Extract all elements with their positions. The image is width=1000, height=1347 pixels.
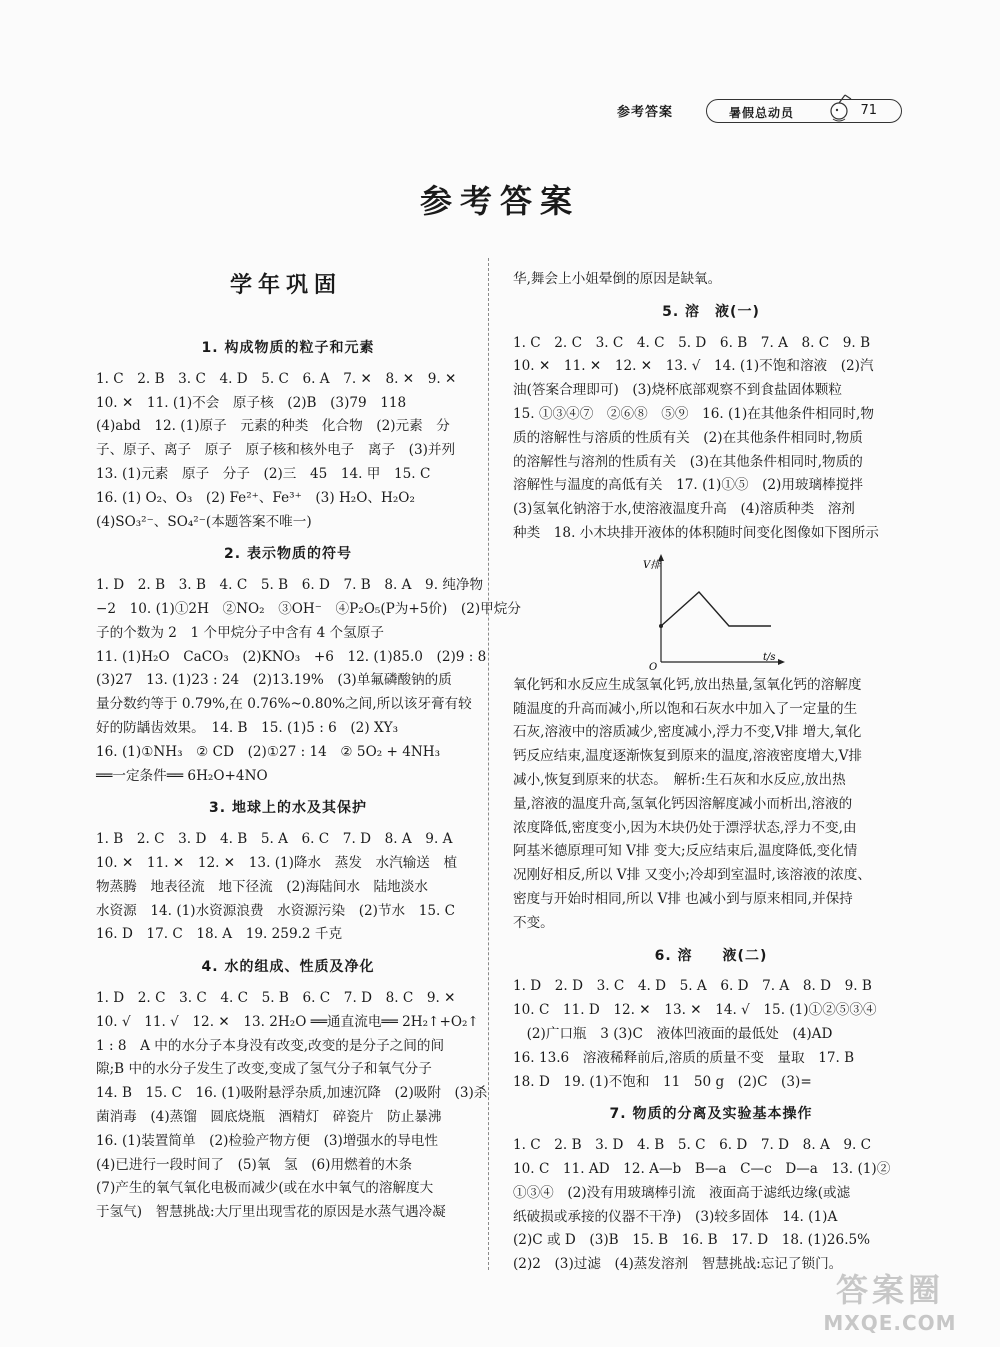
answer-line: 1 : 8 A 中的水分子本身没有改变,改变的是分子之间的间 bbox=[96, 1037, 445, 1054]
answer-line: 16. (1)①NH₃ ② CD (2)①27 : 14 ② 5O₂ + 4NH₃ bbox=[96, 743, 441, 760]
answer-line: 密度与开始时相同,所以 V排 也减小到与原来相同,并保持 bbox=[513, 890, 853, 907]
answer-line: ①③④ (2)没有用玻璃棒引流 液面高于滤纸边缘(或滤 bbox=[513, 1184, 851, 1201]
column-title: 学年巩固 bbox=[229, 273, 342, 298]
answer-line: 量分数约等于 0.79%,在 0.76%~0.80%之间,所以该牙膏有较 bbox=[96, 696, 472, 713]
answer-line: 减小,恢复到原来的状态。 解析:生石灰和水反应,放出热 bbox=[513, 771, 846, 788]
answer-line: 的溶解性与溶剂的性质有关 (3)在其他条件相同时,物质的 bbox=[513, 453, 863, 470]
answer-line: 菌消毒 (4)蒸馏 圆底烧瓶 酒精灯 碎瓷片 防止暴沸 bbox=[96, 1108, 442, 1125]
answer-line: 石灰,溶液中的溶质减少,密度减小,浮力不变,V排 增大,氧化 bbox=[513, 724, 862, 741]
answer-line: 质的溶解性与溶质的性质有关 (2)在其他条件相同时,物质 bbox=[513, 429, 863, 446]
watermark bbox=[808, 1265, 972, 1335]
section-1 bbox=[96, 337, 480, 534]
header-label: 参考答案 bbox=[617, 105, 674, 120]
answer-line: 1. B 2. C 3. D 4. B 5. A 6. C 7. D 8. A 9. A bbox=[96, 831, 453, 848]
answer-line: 10. C 11. AD 12. A—b B—a C—c D—a 13. (1)② bbox=[513, 1160, 891, 1177]
answer-line: 1. C 2. C 3. C 4. C 5. D 6. B 7. A 8. C 9. B bbox=[513, 334, 871, 351]
answer-line: 浓度降低,密度变小,因为木块仍处于漂浮状态,浮力不变,由 bbox=[513, 819, 857, 836]
section-title: 6. 溶 液(二) bbox=[654, 947, 768, 964]
answer-line: 1. D 2. D 3. C 4. D 5. A 6. D 7. A 8. D 9. B bbox=[513, 978, 872, 995]
answer-line: ══一定条件══ 6H₂O+4NO bbox=[96, 767, 268, 784]
answer-line: 好的防龋齿效果。 14. B 15. (1)5 : 6 (2) XY₃ bbox=[96, 719, 399, 736]
answer-line: −2 10. (1)①2H ②NO₂ ③OH⁻ ④P₂O₅(P为+5价) (2)甲烷分 bbox=[96, 600, 521, 617]
answer-line: 10. ✕ 11. (1)不会 原子核 (2)B (3)79 118 bbox=[96, 394, 407, 411]
answer-line: 16. 13.6 溶液稀释前后,溶质的质量不变 量取 17. B bbox=[513, 1049, 855, 1066]
section-5 bbox=[513, 301, 909, 936]
section-title: 4. 水的组成、性质及净化 bbox=[201, 959, 375, 976]
answer-line: (4)已进行一段时间了 (5)氧 氢 (6)用燃着的木条 bbox=[96, 1156, 413, 1173]
watermark-logo-text: 答案圈 bbox=[835, 1271, 944, 1309]
answer-line: 阿基米德原理可知 V排 变大;反应结束后,温度降低,变化情 bbox=[513, 843, 858, 860]
left-column bbox=[96, 328, 521, 1225]
answer-line: 况刚好相反,所以 V排 又变小;冷却到室温时,该溶液的浓度、 bbox=[513, 867, 871, 884]
right-column bbox=[513, 268, 909, 1277]
answer-line: (3)氢氧化钠溶于水,使溶液温度升高 (4)溶质种类 溶剂 bbox=[513, 501, 855, 518]
answer-line: 种类 18. 小木块排开液体的体积随时间变化图像如下图所示 bbox=[513, 524, 879, 541]
answer-line: 1. C 2. B 3. C 4. D 5. C 6. A 7. ✕ 8. ✕ 9. ✕ bbox=[96, 370, 457, 387]
section-6 bbox=[513, 945, 909, 1095]
page-number: 71 bbox=[860, 103, 877, 118]
answer-line: 10. ✕ 11. ✕ 12. ✕ 13. (1)降水 蒸发 水汽输送 植 bbox=[96, 854, 458, 871]
answer-line: (2)C 或 D (3)B 15. B 16. B 17. D 18. (1)26.5% bbox=[513, 1232, 871, 1249]
section-title: 5. 溶 液(一) bbox=[662, 303, 760, 320]
answer-line: 16. (1) O₂、O₃ (2) Fe²⁺、Fe³⁺ (3) H₂O、H₂O₂ bbox=[96, 489, 415, 506]
watermark-url: MXQE.COM bbox=[823, 1311, 957, 1335]
header-book-badge bbox=[706, 99, 902, 123]
mascot-icon bbox=[827, 93, 855, 126]
section-title: 1. 构成物质的粒子和元素 bbox=[201, 340, 375, 356]
answer-line: (4)abd 12. (1)原子 元素的种类 化合物 (2)元素 分 bbox=[96, 418, 450, 435]
origin-label: O bbox=[649, 661, 658, 670]
x-axis-arrow bbox=[778, 659, 785, 665]
answer-line: 14. B 15. C 16. (1)吸附悬浮杂质,加速沉降 (2)吸附 (3)杀 bbox=[96, 1085, 488, 1102]
graph-curve bbox=[661, 592, 771, 626]
answer-line: 量,溶液的温度升高,氢氧化钙因溶解度减小而析出,溶液的 bbox=[513, 795, 853, 812]
answer-line: 纸破损或承接的仪器不干净) (3)较多固体 14. (1)A bbox=[513, 1208, 838, 1225]
answer-line: 氧化钙和水反应生成氢氧化钙,放出热量,氢氧化钙的溶解度 bbox=[513, 676, 862, 693]
answer-line: 随温度的升高而减小,所以饱和石灰水中加入了一定量的生 bbox=[513, 700, 858, 717]
page-title: 参考答案 bbox=[419, 182, 580, 220]
answer-line: 11. (1)H₂O CaCO₃ (2)KNO₃ +6 12. (1)85.0 (2)9 : 8 bbox=[96, 648, 487, 665]
book-name: 暑假总动员 bbox=[729, 106, 795, 120]
volume-time-graph bbox=[641, 552, 791, 670]
answer-line: (3)27 13. (1)23 : 24 (2)13.19% (3)单氟磷酸钠的质 bbox=[96, 672, 452, 689]
section-title: 2. 表示物质的符号 bbox=[224, 546, 352, 563]
answer-line: 15. ①③④⑦ ②⑥⑧ ⑤⑨ 16. (1)在其他条件相同时,物 bbox=[513, 405, 874, 422]
answer-line: 隙;B 中的水分子发生了改变,变成了氢气分子和氧气分子 bbox=[96, 1061, 432, 1078]
answer-line: 不变。 bbox=[513, 914, 554, 931]
graph-start-point bbox=[659, 624, 663, 628]
answer-line: 子的个数为 2 1 个甲烷分子中含有 4 个氢原子 bbox=[96, 624, 384, 641]
answer-line: 于氢气) 智慧挑战:大厅里出现雪花的原因是水蒸气遇冷凝 bbox=[96, 1204, 446, 1221]
answer-line: 溶解性与温度的高低有关 17. (1)①⑤ (2)用玻璃棒搅拌 bbox=[513, 477, 863, 494]
answer-line: 10. C 11. D 12. ✕ 13. ✕ 14. √ 15. (1)①②⑤③④ bbox=[513, 1002, 877, 1019]
continued-line: 华,舞会上小姐晕倒的原因是缺氧。 bbox=[513, 271, 722, 287]
x-axis-label: t/s bbox=[763, 651, 776, 663]
answer-line: 1. D 2. B 3. B 4. C 5. B 6. D 7. B 8. A 9. 纯净物 bbox=[96, 577, 484, 594]
section-title: 3. 地球上的水及其保护 bbox=[209, 800, 367, 817]
answer-line: (2)2 (3)过滤 (4)蒸发溶剂 智慧挑战:忘记了锁门。 bbox=[513, 1256, 843, 1273]
answer-line: 子、原子、离子 原子 原子核和核外电子 离子 (3)并列 bbox=[96, 442, 456, 459]
section-4 bbox=[96, 956, 488, 1225]
answer-line: 水资源 14. (1)水资源浪费 水资源污染 (2)节水 15. C bbox=[96, 902, 456, 919]
y-axis-label: V排 bbox=[643, 559, 661, 571]
answer-line: 1. D 2. C 3. C 4. C 5. B 6. C 7. D 8. C 9. ✕ bbox=[96, 989, 456, 1006]
answer-line: (7)产生的氧气氧化电极而减少(或在水中氧气的溶解度大 bbox=[96, 1180, 434, 1197]
answer-line: (2)广口瓶 3 (3)C 液体凹液面的最低处 (4)AD bbox=[513, 1025, 833, 1042]
answer-line: 16. (1)装置简单 (2)检验产物方便 (3)增强水的导电性 bbox=[96, 1132, 438, 1149]
section-title: 7. 物质的分离及实验基本操作 bbox=[609, 1106, 813, 1123]
column-divider bbox=[488, 258, 489, 1270]
answer-line: 16. D 17. C 18. A 19. 259.2 千克 bbox=[96, 926, 343, 943]
answer-line: 1. C 2. B 3. D 4. B 5. C 6. D 7. D 8. A 9. C bbox=[513, 1137, 872, 1154]
answer-line: (4)SO₃²⁻、SO₄²⁻(本题答案不唯一) bbox=[96, 513, 312, 530]
section-2 bbox=[96, 543, 521, 788]
answer-line: 物蒸腾 地表径流 地下径流 (2)海陆间水 陆地淡水 bbox=[96, 878, 428, 895]
answer-line: 18. D 19. (1)不饱和 11 50 g (2)C (3)= bbox=[513, 1073, 812, 1090]
answer-line: 10. ✕ 11. ✕ 12. ✕ 13. √ 14. (1)不饱和溶液 (2)汽 bbox=[513, 358, 874, 375]
answer-line: 钙反应结束,温度逐渐恢复到原来的温度,溶液密度增大,V排 bbox=[513, 748, 863, 765]
answer-line: 油(答案合理即可) (3)烧杯底部观察不到食盐固体颗粒 bbox=[513, 382, 842, 399]
section-7 bbox=[513, 1103, 909, 1277]
answer-line: 10. √ 11. √ 12. ✕ 13. 2H₂O ══通直流电══ 2H₂↑+O₂↑ bbox=[96, 1013, 479, 1030]
section-3 bbox=[96, 797, 480, 947]
answer-line: 13. (1)元素 原子 分子 (2)三 45 14. 甲 15. C bbox=[96, 465, 431, 482]
